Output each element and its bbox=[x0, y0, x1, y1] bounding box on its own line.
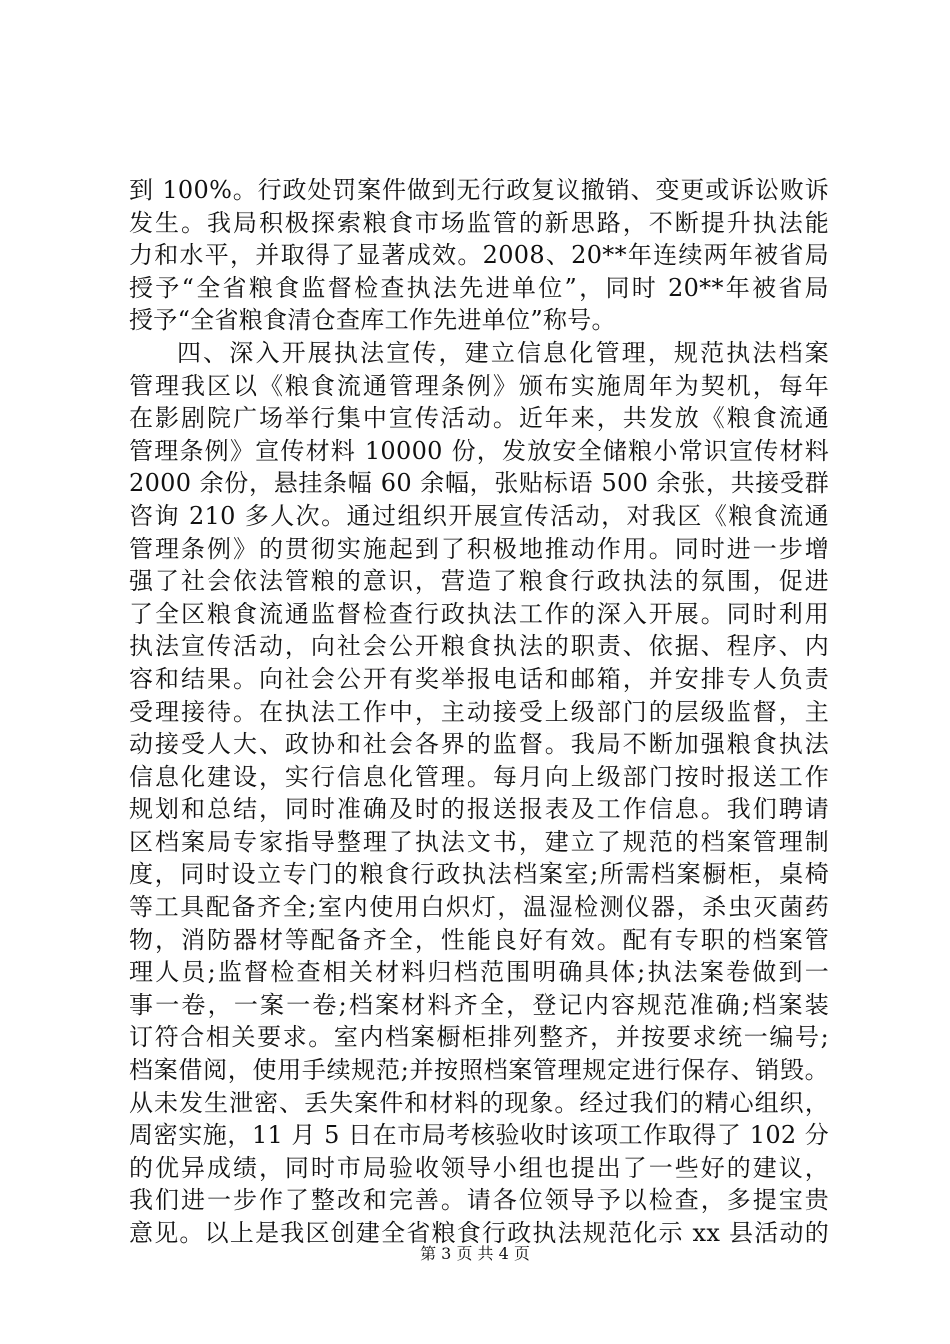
text-line: 2000 余份，悬挂条幅 60 余幅，张贴标语 500 余张，共接受群 bbox=[129, 469, 829, 498]
text-line: 力和水平，并取得了显著成效。2008、20**年连续两年被省局 bbox=[129, 241, 829, 270]
text-line: 度，同时设立专门的粮食行政执法档案室;所需档案橱柜，桌椅 bbox=[129, 860, 829, 889]
text-line: 意见。以上是我区创建全省粮食行政执法规范化示 xx 县活动的 bbox=[129, 1219, 829, 1247]
text-line: 区档案局专家指导整理了执法文书，建立了规范的档案管理制 bbox=[129, 827, 829, 856]
text-line: 事一卷，一案一卷;档案材料齐全，登记内容规范准确;档案装 bbox=[129, 990, 829, 1019]
text-line: 订符合相关要求。室内档案橱柜排列整齐，并按要求统一编号; bbox=[129, 1023, 829, 1052]
text-line: 管理我区以《粮食流通管理条例》颁布实施周年为契机，每年 bbox=[129, 371, 829, 400]
page-number: 第 3 页 共 4 页 bbox=[420, 1244, 530, 1263]
text-line: 的优异成绩，同时市局验收领导小组也提出了一些好的建议， bbox=[129, 1153, 829, 1182]
text-line: 物，消防器材等配备齐全，性能良好有效。配有专职的档案管 bbox=[129, 925, 829, 954]
text-line: 在影剧院广场举行集中宣传活动。近年来，共发放《粮食流通 bbox=[129, 404, 829, 433]
text-line: 执法宣传活动，向社会公开粮食执法的职责、依据、程序、内 bbox=[129, 632, 829, 661]
text-line: 受理接待。在执法工作中，主动接受上级部门的层级监督，主 bbox=[129, 697, 829, 726]
text-line: 管理条例》的贯彻实施起到了积极地推动作用。同时进一步增 bbox=[129, 534, 829, 563]
text-line: 了全区粮食流通监督检查行政执法工作的深入开展。同时利用 bbox=[129, 599, 829, 628]
text-line: 我们进一步作了整改和完善。请各位领导予以检查，多提宝贵 bbox=[129, 1186, 829, 1215]
text-line: 授予“全省粮食清仓查库工作先进单位”称号。 bbox=[129, 306, 616, 335]
text-line: 授予“全省粮食监督检查执法先进单位”，同时 20**年被省局 bbox=[129, 273, 829, 302]
text-line: 发生。我局积极探索粮食市场监管的新思路，不断提升执法能 bbox=[129, 208, 829, 237]
text-line: 强了社会依法管粮的意识，营造了粮食行政执法的氛围，促进 bbox=[129, 567, 829, 596]
page-footer bbox=[0, 1244, 950, 1264]
text-line: 周密实施，11 月 5 日在市局考核验收时该项工作取得了 102 分 bbox=[129, 1121, 829, 1150]
document-body bbox=[129, 174, 829, 1250]
text-line: 档案借阅，使用手续规范;并按照档案管理规定进行保存、销毁。 bbox=[129, 1056, 829, 1085]
text-line: 规划和总结，同时准确及时的报送报表及工作信息。我们聘请 bbox=[129, 795, 829, 824]
text-line: 理人员;监督检查相关材料归档范围明确具体;执法案卷做到一 bbox=[129, 958, 829, 987]
text-line: 信息化建设，实行信息化管理。每月向上级部门按时报送工作 bbox=[129, 762, 829, 791]
text-line: 咨询 210 多人次。通过组织开展宣传活动，对我区《粮食流通 bbox=[129, 501, 829, 530]
text-line: 从未发生泄密、丢失案件和材料的现象。经过我们的精心组织， bbox=[129, 1088, 829, 1117]
text-line: 管理条例》宣传材料 10000 份，发放安全储粮小常识宣传材料 bbox=[129, 436, 829, 465]
text-line: 容和结果。向社会公开有奖举报电话和邮箱，并安排专人负责 bbox=[129, 664, 829, 693]
text-line: 到 100%。行政处罚案件做到无行政复议撤销、变更或诉讼败诉 bbox=[129, 176, 829, 204]
text-line: 动接受人大、政协和社会各界的监督。我局不断加强粮食执法 bbox=[129, 730, 829, 759]
text-line: 等工具配备齐全;室内使用白炽灯，温湿检测仪器，杀虫灭菌药 bbox=[129, 893, 829, 922]
section-heading-line: 四、深入开展执法宣传，建立信息化管理，规范执法档案 bbox=[177, 338, 829, 367]
